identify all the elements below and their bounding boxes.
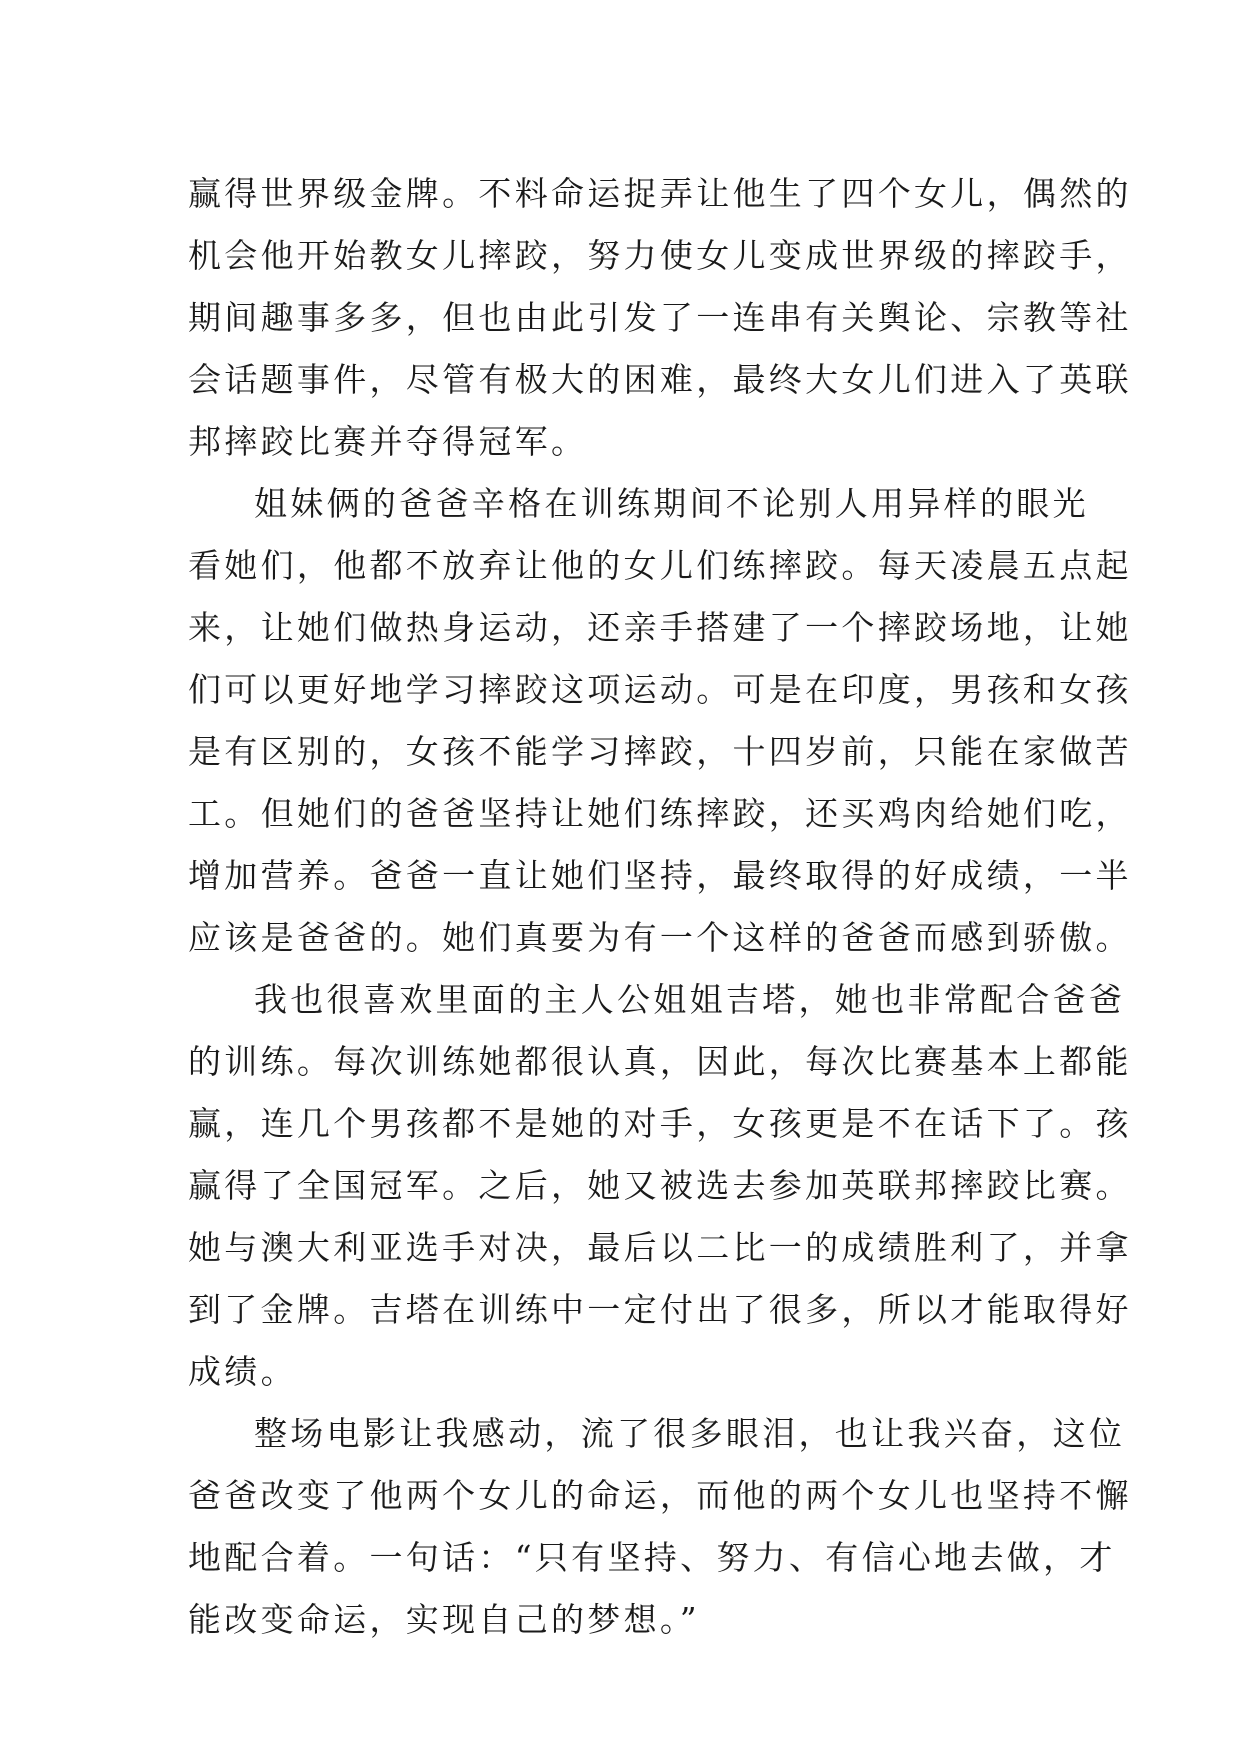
text-line: 会话题事件，尽管有极大的困难，最终大女儿们进入了英联 [188,360,1132,399]
text-line: 赢得了全国冠军。之后，她又被选去参加英联邦摔跤比赛。 [188,1166,1132,1205]
text-line: 我也很喜欢里面的主人公姐姐吉塔，她也非常配合爸爸 [254,980,1126,1019]
text-line: 到了金牌。吉塔在训练中一定付出了很多，所以才能取得好 [188,1290,1132,1329]
text-line: 地配合着。一句话：“只有坚持、努力、有信心地去做，才 [188,1538,1116,1577]
text-line: 的训练。每次训练她都很认真，因此，每次比赛基本上都能 [188,1042,1132,1081]
text-line: 姐妹俩的爸爸辛格在训练期间不论别人用异样的眼光 [254,484,1089,523]
text-line: 邦摔跤比赛并夺得冠军。 [188,422,588,461]
text-line: 应该是爸爸的。她们真要为有一个这样的爸爸而感到骄傲。 [188,918,1132,957]
text-line: 工。但她们的爸爸坚持让她们练摔跤，还买鸡肉给她们吃， [188,794,1132,833]
text-line: 期间趣事多多，但也由此引发了一连串有关舆论、宗教等社 [188,298,1132,337]
text-line: 是有区别的，女孩不能学习摔跤，十四岁前，只能在家做苦 [188,732,1132,771]
text-line: 她与澳大利亚选手对决，最后以二比一的成绩胜利了，并拿 [188,1228,1132,1267]
paragraph-3 [188,969,1132,1403]
text-line: 爸爸改变了他两个女儿的命运，而他的两个女儿也坚持不懈 [188,1476,1132,1515]
paragraph-2 [188,473,1132,969]
text-line: 增加营养。爸爸一直让她们坚持，最终取得的好成绩，一半 [188,856,1132,895]
text-line: 能改变命运，实现自己的梦想。” [188,1600,700,1639]
text-line: 整场电影让我感动，流了很多眼泪，也让我兴奋，这位 [254,1414,1126,1453]
paragraph-1 [188,163,1132,473]
paragraph-4 [188,1403,1132,1651]
text-line: 机会他开始教女儿摔跤，努力使女儿变成世界级的摔跤手， [188,236,1132,275]
text-line: 成绩。 [188,1352,297,1391]
document-body [188,163,1132,1651]
text-line: 们可以更好地学习摔跤这项运动。可是在印度，男孩和女孩 [188,670,1132,709]
text-line: 来，让她们做热身运动，还亲手搭建了一个摔跤场地，让她 [188,608,1132,647]
text-line: 赢，连几个男孩都不是她的对手，女孩更是不在话下了。孩 [188,1104,1132,1143]
text-line: 看她们，他都不放弃让他的女儿们练摔跤。每天凌晨五点起 [188,546,1132,585]
text-line: 赢得世界级金牌。不料命运捉弄让他生了四个女儿，偶然的 [188,174,1132,213]
